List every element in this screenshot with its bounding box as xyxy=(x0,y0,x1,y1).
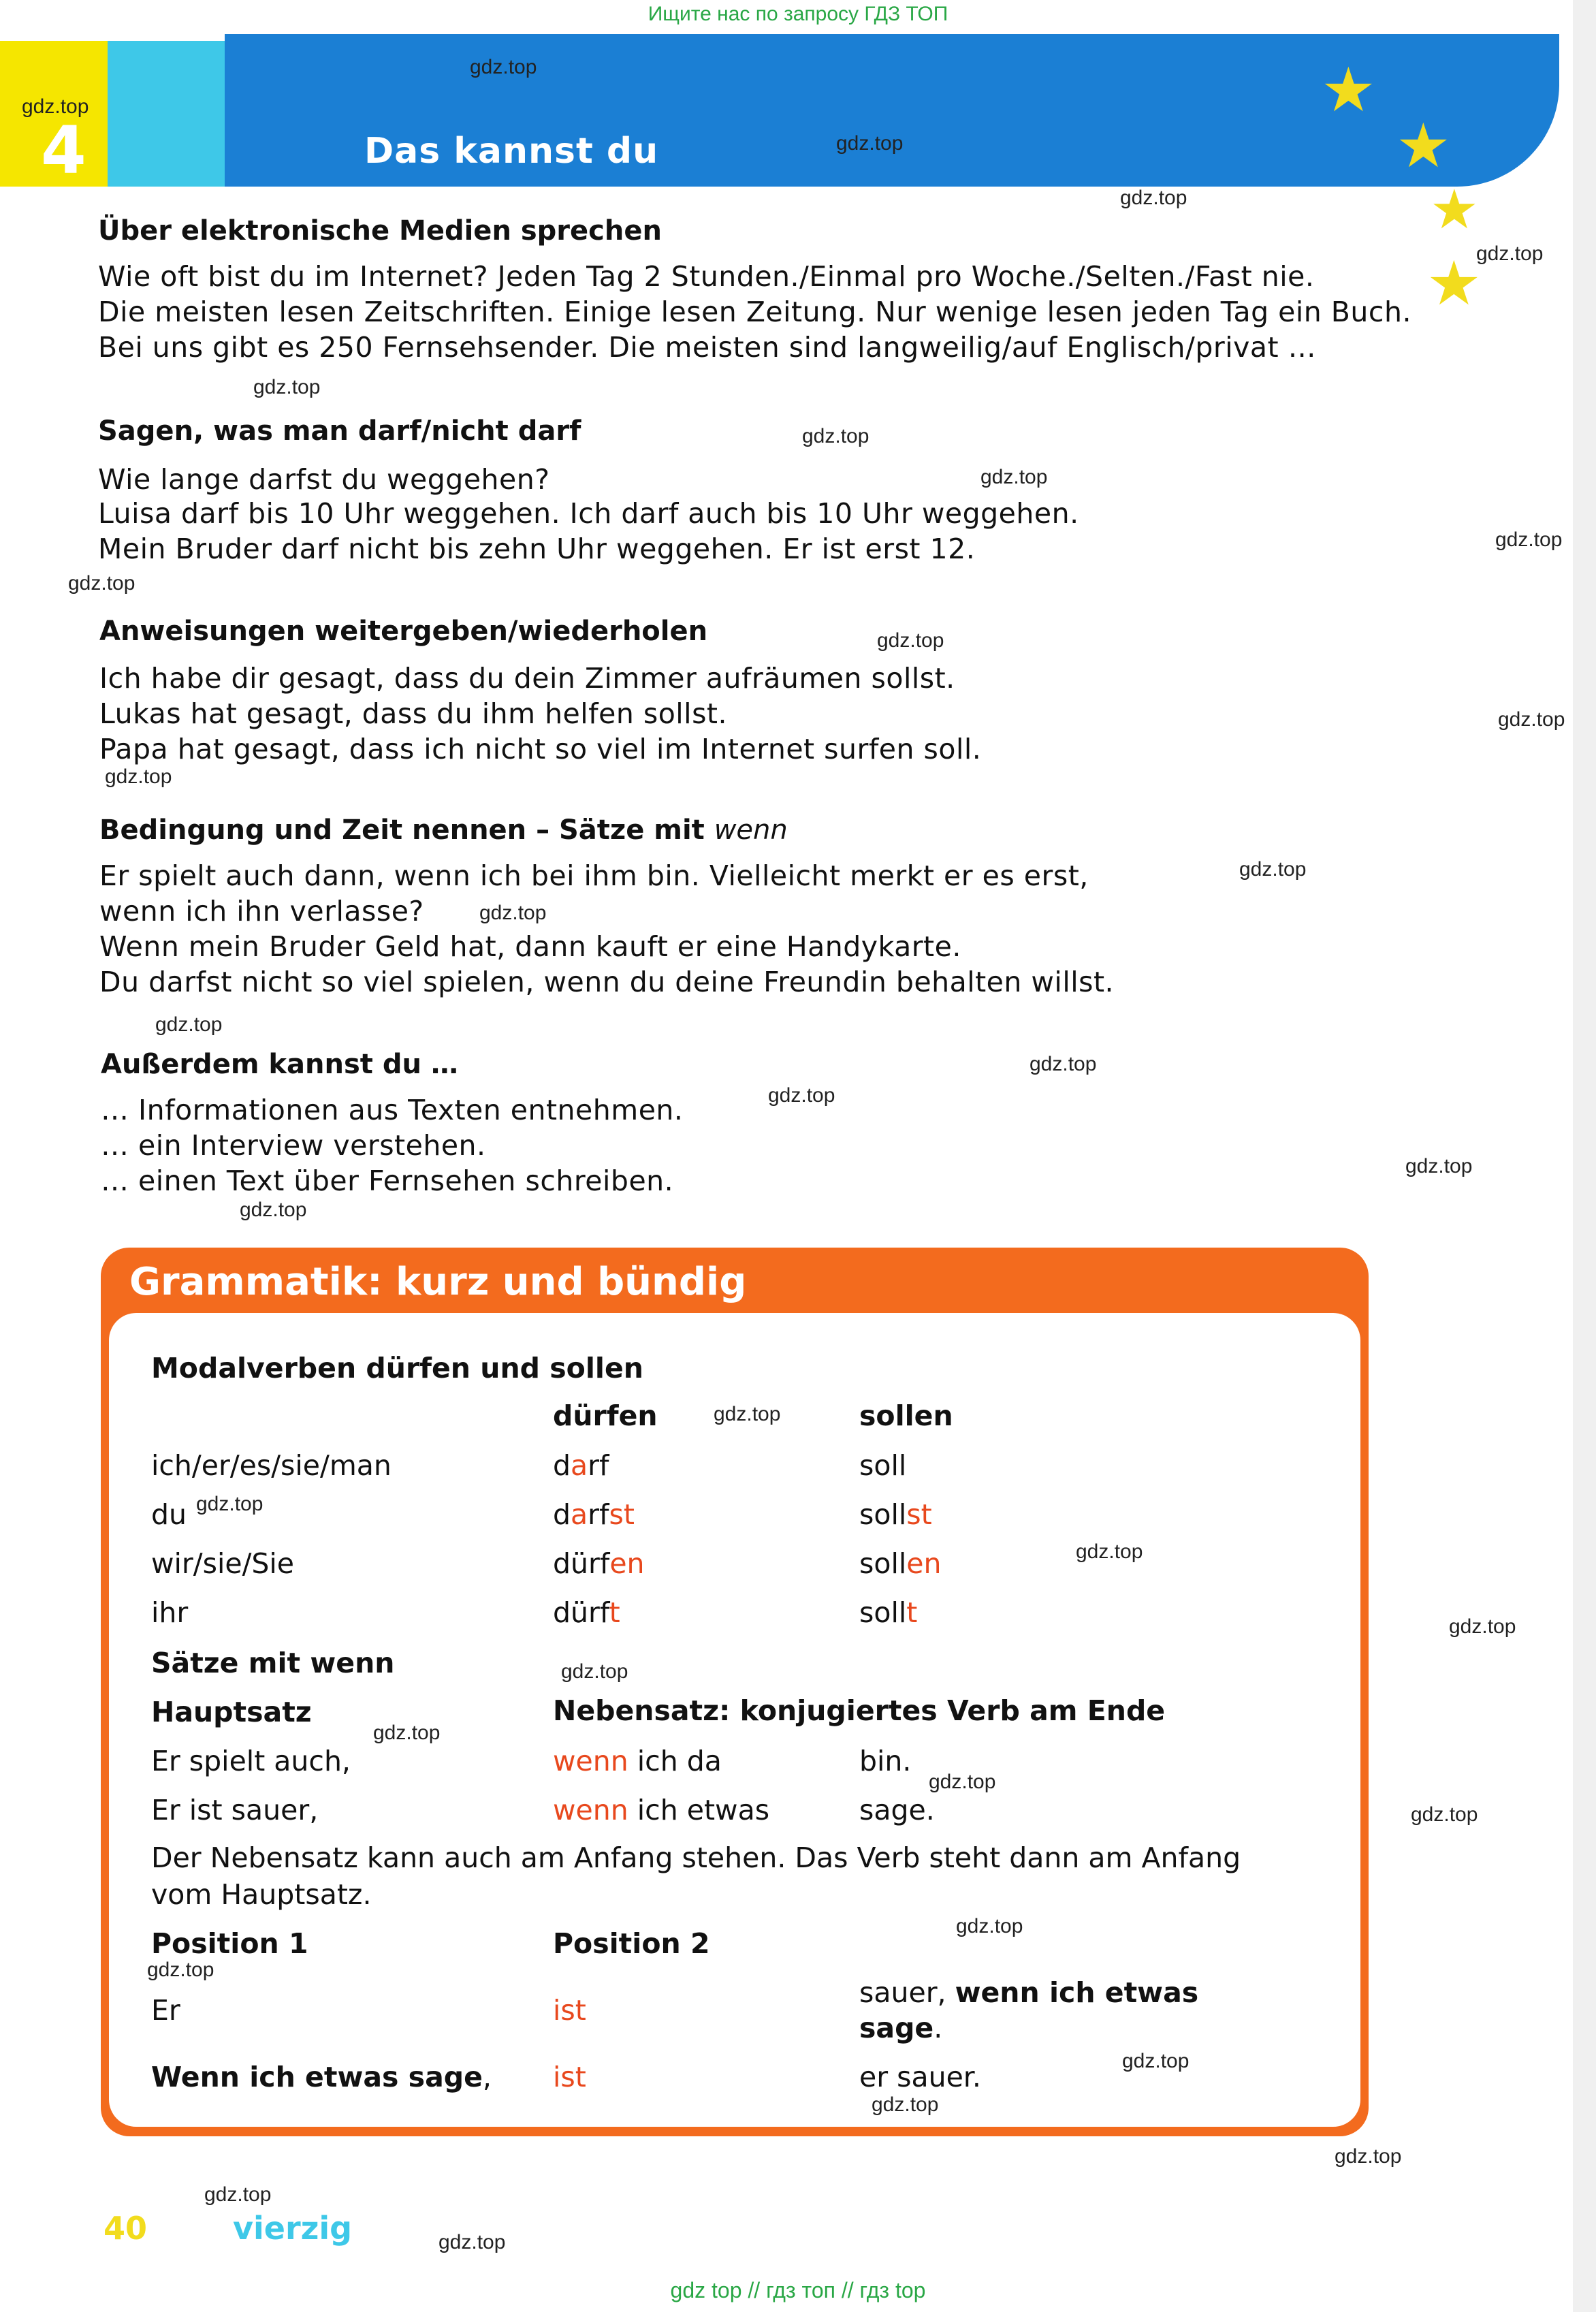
text-line: … ein Interview verstehen. xyxy=(101,1129,486,1162)
watermark: gdz.top xyxy=(877,629,944,652)
watermark: gdz.top xyxy=(1076,1540,1143,1563)
position-row-p2: ist xyxy=(553,2061,586,2093)
rest-bold: Wenn ich etwas sage xyxy=(151,2061,483,2093)
rest-bold: wenn ich etwas xyxy=(955,1976,1199,2009)
durfen-form xyxy=(553,1547,645,1580)
watermark: gdz.top xyxy=(105,765,172,788)
note-line: Der Nebensatz kann auch am Anfang stehen. Das Verb steht dann am Anfang xyxy=(151,1841,1241,1874)
text-line: Mein Bruder darf nicht bis zehn Uhr weggehen. Er ist erst 12. xyxy=(98,533,976,565)
ending: st xyxy=(609,1498,635,1531)
page-edge xyxy=(1573,0,1596,2312)
example-verb: bin. xyxy=(859,1745,912,1777)
watermark: gdz.top xyxy=(479,902,547,924)
text-line: Papa hat gesagt, dass ich nicht so viel im Internet surfen soll. xyxy=(99,733,982,765)
text-line: Wie lange darfst du weggehen? xyxy=(98,463,550,496)
section-heading: Anweisungen weitergeben/wiederholen xyxy=(99,616,708,647)
text-line: Luisa darf bis 10 Uhr weggehen. Ich darf auch bis 10 Uhr weggehen. xyxy=(98,497,1079,530)
stem: soll xyxy=(859,1449,907,1482)
clause: ich da xyxy=(637,1745,722,1777)
example-main: Er ist sauer, xyxy=(151,1794,319,1826)
example-verb: sage. xyxy=(859,1794,935,1826)
column-durfen: dürfen xyxy=(553,1399,658,1432)
conjunction: wenn xyxy=(553,1794,628,1826)
ending: t xyxy=(906,1596,918,1629)
text-line: wenn ich ihn verlasse? xyxy=(99,895,424,928)
clause: ich etwas xyxy=(637,1794,770,1826)
conjunction: wenn xyxy=(553,1745,628,1777)
watermark: gdz.top xyxy=(872,2093,939,2116)
position-row-rest xyxy=(859,1975,1198,2046)
watermark: gdz.top xyxy=(1449,1615,1516,1638)
stem: soll xyxy=(859,1596,907,1629)
ending: st xyxy=(906,1498,932,1531)
header-cyan-block xyxy=(108,41,225,187)
pronoun: du xyxy=(151,1498,187,1531)
watermark: gdz.top xyxy=(1239,858,1307,881)
rest-bold: sage xyxy=(859,2012,934,2044)
watermark: gdz.top xyxy=(768,1084,835,1107)
watermark: gdz.top xyxy=(1411,1803,1478,1826)
watermark: gdz.top xyxy=(802,425,869,447)
unit-number: 4 xyxy=(41,112,86,189)
sollen-form xyxy=(859,1498,932,1531)
vowel-change: a xyxy=(571,1449,588,1482)
section-heading-text: Bedingung und Zeit nennen – Sätze mit xyxy=(99,814,714,846)
text-line: Lukas hat gesagt, dass du ihm helfen sollst. xyxy=(99,697,728,730)
star-icon: ★ xyxy=(1430,179,1479,240)
rest-text: , xyxy=(482,2061,492,2093)
watermark: gdz.top xyxy=(438,2231,506,2253)
sollen-form xyxy=(859,1596,917,1629)
watermark: gdz.top xyxy=(1405,1155,1473,1177)
rest-text: . xyxy=(933,2012,943,2044)
position-row-p1 xyxy=(151,2061,492,2093)
star-icon: ★ xyxy=(1321,57,1376,125)
watermark: gdz.top xyxy=(196,1493,264,1515)
durfen-form xyxy=(553,1449,609,1482)
text-line: Bei uns gibt es 250 Fernsehsender. Die meisten sind langweilig/auf Englisch/privat … xyxy=(98,331,1317,364)
watermark: gdz.top xyxy=(561,1660,628,1683)
ending: en xyxy=(609,1547,645,1580)
star-icon: ★ xyxy=(1426,250,1482,318)
page-number: 40 xyxy=(103,2210,148,2247)
watermark: gdz.top xyxy=(956,1915,1023,1937)
watermark: gdz.top xyxy=(1122,2050,1190,2072)
sollen-form xyxy=(859,1449,906,1482)
sollen-form xyxy=(859,1547,941,1580)
watermark: gdz.top xyxy=(22,95,89,118)
pronoun: ihr xyxy=(151,1596,189,1629)
stem: d xyxy=(553,1498,571,1531)
watermark: gdz.top xyxy=(1498,708,1565,731)
stem: dürf xyxy=(553,1596,609,1629)
watermark: gdz.top xyxy=(1476,242,1544,265)
grammar-title: Grammatik: kurz und bündig xyxy=(129,1260,747,1304)
footer-links: gdz top // гдз топ // гдз top xyxy=(670,2278,926,2302)
position-1-label: Position 1 xyxy=(151,1927,308,1960)
watermark: gdz.top xyxy=(155,1013,223,1036)
example-main: Er spielt auch, xyxy=(151,1745,351,1777)
position-row-p2: ist xyxy=(553,1994,586,2027)
text-line: … einen Text über Fernsehen schreiben. xyxy=(101,1165,674,1197)
section-heading: Außerdem kannst du … xyxy=(101,1049,458,1080)
text-line: Er spielt auch dann, wenn ich bei ihm bin. Vielleicht merkt er es erst, xyxy=(99,859,1089,892)
watermark: gdz.top xyxy=(253,376,321,398)
pronoun: ich/er/es/sie/man xyxy=(151,1449,392,1482)
section-heading xyxy=(99,814,788,846)
watermark: gdz.top xyxy=(1495,528,1563,551)
section-heading: Sagen, was man darf/nicht darf xyxy=(98,415,581,447)
text-line: Wie oft bist du im Internet? Jeden Tag 2 Stunden./Einmal pro Woche./Selten./Fast nie. xyxy=(98,260,1315,293)
stem: soll xyxy=(859,1498,907,1531)
vowel-change: a xyxy=(571,1498,588,1531)
watermark: gdz.top xyxy=(470,56,537,78)
durfen-form xyxy=(553,1596,620,1629)
watermark: gdz.top xyxy=(980,466,1048,488)
nebensatz-label: Nebensatz: konjugiertes Verb am Ende xyxy=(553,1694,1166,1727)
stem: dürf xyxy=(553,1547,610,1580)
watermark: gdz.top xyxy=(204,2183,272,2206)
modal-heading: Modalverben dürfen und sollen xyxy=(151,1352,643,1384)
ending: t xyxy=(609,1596,620,1629)
page-word: vierzig xyxy=(233,2210,353,2247)
top-banner: Ищите нас по запросу ГДЗ ТОП xyxy=(648,3,948,25)
stem: d xyxy=(553,1449,571,1482)
watermark: gdz.top xyxy=(929,1771,996,1793)
example-sub xyxy=(553,1745,722,1777)
watermark: gdz.top xyxy=(1120,187,1187,209)
watermark: gdz.top xyxy=(836,132,904,155)
position-row-rest: er sauer. xyxy=(859,2061,981,2093)
watermark: gdz.top xyxy=(147,1959,214,1981)
pronoun: wir/sie/Sie xyxy=(151,1547,295,1580)
watermark: gdz.top xyxy=(240,1199,307,1221)
watermark: gdz.top xyxy=(1030,1053,1097,1075)
text-line: Die meisten lesen Zeitschriften. Einige lesen Zeitung. Nur wenige lesen jeden Tag ein Buch. xyxy=(98,296,1411,328)
text-line: … Informationen aus Texten entnehmen. xyxy=(101,1094,684,1126)
watermark: gdz.top xyxy=(714,1403,781,1425)
note-line: vom Hauptsatz. xyxy=(151,1878,372,1911)
page-title: Das kannst du xyxy=(364,131,659,172)
text-line: Wenn mein Bruder Geld hat, dann kauft er eine Handykarte. xyxy=(99,930,961,963)
rest-text: sauer, xyxy=(859,1976,955,2009)
ending: en xyxy=(906,1547,942,1580)
text-line: Du darfst nicht so viel spielen, wenn du deine Freundin behalten willst. xyxy=(99,966,1115,998)
stem-end: rf xyxy=(588,1449,609,1482)
watermark: gdz.top xyxy=(1335,2145,1402,2168)
star-icon: ★ xyxy=(1396,112,1451,180)
position-row-p1: Er xyxy=(151,1994,180,2027)
hauptsatz-label: Hauptsatz xyxy=(151,1696,312,1728)
wenn-heading: Sätze mit wenn xyxy=(151,1647,395,1679)
position-2-label: Position 2 xyxy=(553,1927,710,1960)
section-heading-italic: wenn xyxy=(714,814,788,846)
column-sollen: sollen xyxy=(859,1399,953,1432)
section-heading: Über elektronische Medien sprechen xyxy=(98,215,662,247)
durfen-form xyxy=(553,1498,635,1531)
stem-end: rf xyxy=(588,1498,609,1531)
watermark: gdz.top xyxy=(373,1722,441,1744)
stem: soll xyxy=(859,1547,907,1580)
watermark: gdz.top xyxy=(68,572,135,595)
text-line: Ich habe dir gesagt, dass du dein Zimmer aufräumen sollst. xyxy=(99,662,955,695)
example-sub xyxy=(553,1794,769,1826)
